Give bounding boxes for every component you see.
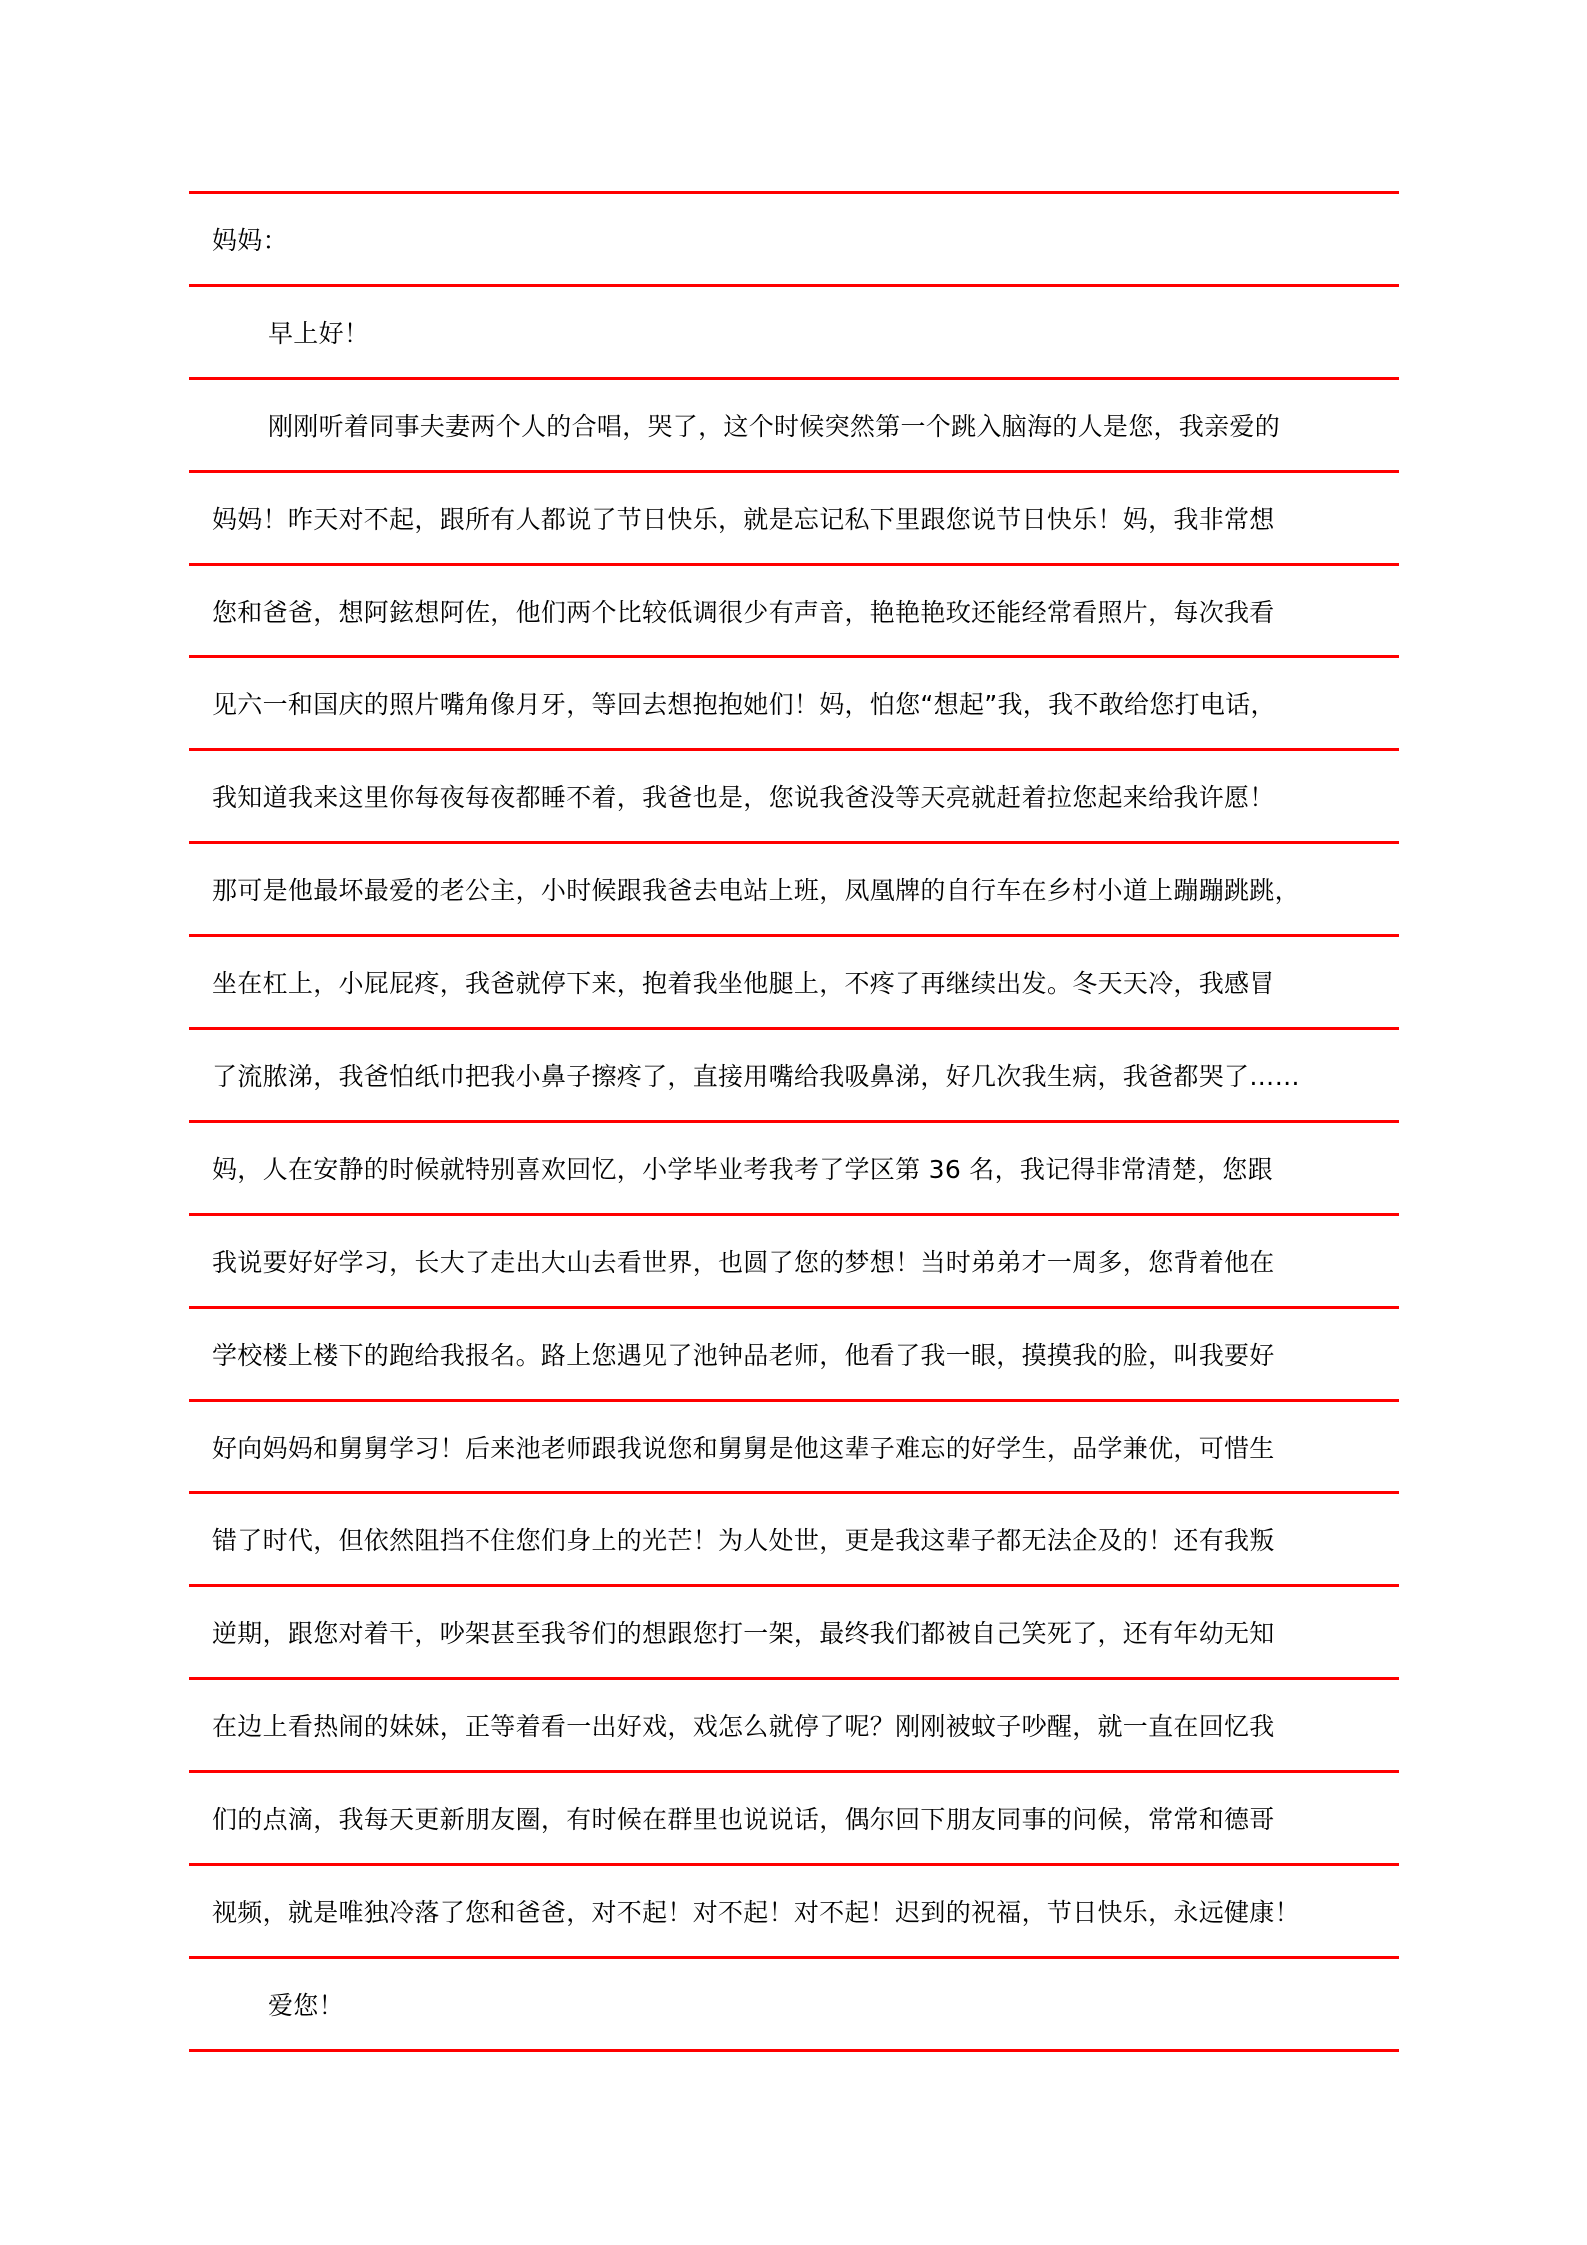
red-rule-line [189,2049,1399,2052]
lined-letter [189,191,1399,2052]
body-line: 在边上看热闹的妹妹，正等着看一出好戏，戏怎么就停了呢？刚刚被蚊子吵醒，就一直在回忆我 [212,1712,1275,1742]
body-line: 那可是他最坏最爱的老公主，小时候跟我爸去电站上班，凤凰牌的自行车在乡村小道上蹦蹦跳跳， [212,876,1300,906]
body-line: 我知道我来这里你每夜每夜都睡不着，我爸也是，您说我爸没等天亮就赶着拉您起来给我许愿！ [212,783,1275,813]
body-line: 逆期，跟您对着干，吵架甚至我爷们的想跟您打一架，最终我们都被自己笑死了，还有年幼无知 [212,1619,1275,1649]
body-line: 错了时代，但依然阻挡不住您们身上的光芒！为人处世，更是我这辈子都无法企及的！还有我叛 [212,1526,1275,1556]
body-line: 坐在杠上，小屁屁疼，我爸就停下来，抱着我坐他腿上，不疼了再继续出发。冬天天冷，我感冒 [212,969,1275,999]
body-line: 我说要好好学习，长大了走出大山去看世界，也圆了您的梦想！当时弟弟才一周多，您背着他在 [212,1247,1275,1277]
salutation: 妈妈： [212,225,288,255]
body-line: 了流脓涕，我爸怕纸巾把我小鼻子擦疼了，直接用嘴给我吸鼻涕，好几次我生病，我爸都哭了…… [212,1061,1300,1091]
body-line: 妈，人在安静的时候就特别喜欢回忆，小学毕业考我考了学区第 36 名，我记得非常清楚，您跟 [212,1154,1273,1184]
body-line: 您和爸爸，想阿鉉想阿佐，他们两个比较低调很少有声音，艳艳艳玫还能经常看照片，每次我看 [212,597,1275,627]
greeting-line: 早上好！ [268,318,370,348]
body-line: 学校楼上楼下的跑给我报名。路上您遇见了池钟品老师，他看了我一眼，摸摸我的脸，叫我要好 [212,1340,1275,1370]
body-line: 刚刚听着同事夫妻两个人的合唱，哭了，这个时候突然第一个跳入脑海的人是您，我亲爱的 [268,411,1281,441]
body-line: 见六一和国庆的照片嘴角像月牙，等回去想抱抱她们！妈，怕您“想起”我，我不敢给您打电话， [212,690,1276,720]
closing-line: 爱您！ [268,1990,344,2020]
body-line: 好向妈妈和舅舅学习！后来池老师跟我说您和舅舅是他这辈子难忘的好学生，品学兼优，可惜生 [212,1433,1275,1463]
body-line: 们的点滴，我每天更新朋友圈，有时候在群里也说说话，偶尔回下朋友同事的问候，常常和德哥 [212,1805,1275,1835]
body-line: 妈妈！昨天对不起，跟所有人都说了节日快乐，就是忘记私下里跟您说节日快乐！妈，我非常想 [212,504,1275,534]
body-line: 视频，就是唯独冷落了您和爸爸，对不起！对不起！对不起！迟到的祝福，节日快乐，永远健康！ [212,1897,1300,1927]
